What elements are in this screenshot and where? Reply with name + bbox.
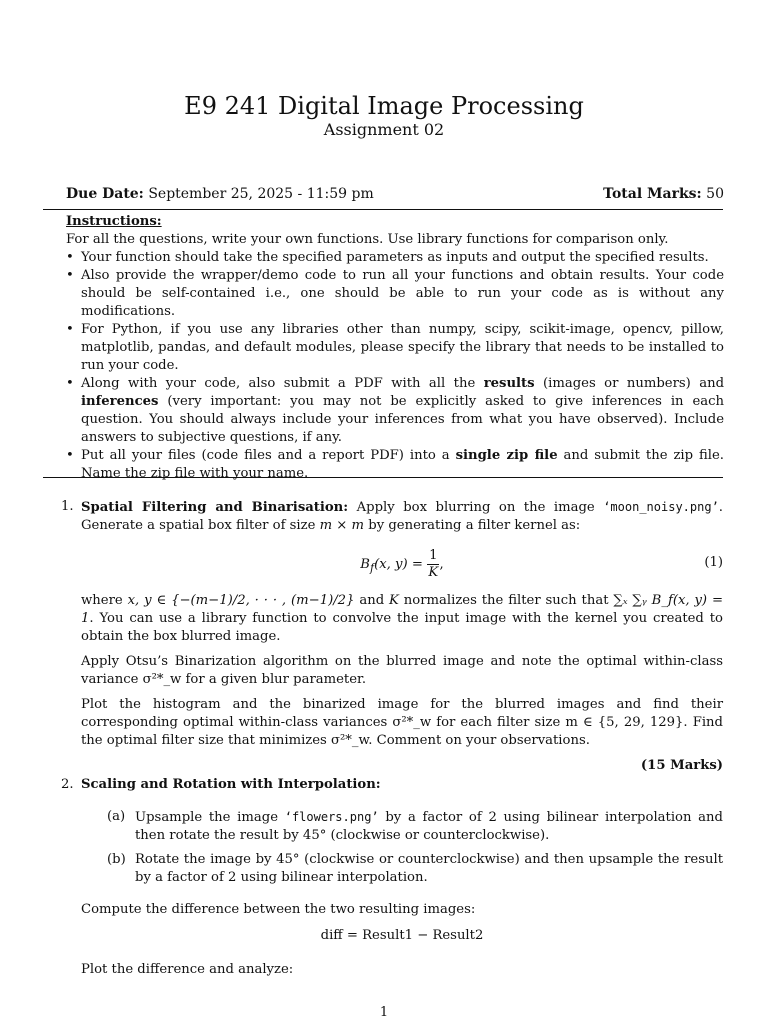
compute-text: Compute the difference between the two resulting images: xyxy=(81,902,476,917)
diff-equation: diff = Result1 − Result2 xyxy=(320,928,484,943)
filename: ‘moon_noisy.png’ xyxy=(603,500,719,514)
total-marks-label: Total Marks: xyxy=(603,186,702,202)
instruction-item: • Put all your files (code files and a report PDF) into a single zip file and submit the zip file. Name the zip file with your name. xyxy=(66,447,724,483)
question-number: 2. xyxy=(61,777,74,792)
question-1-kernel-domain: where x, y ∈ {−(m−1)/2, · · · , (m−1)/2} and K normalizes the filter such that ∑ₓ ∑ᵧ B_f(x, y) = 1. You can use a library function to convolve the input image with the kernel you created to obtain the box blurred image. xyxy=(81,593,724,644)
question-1-plot: Plot the histogram and the binarized image for the blurred images and find their corresponding optimal within-class variances σ²*_w for each filter size m ∈ {5, 29, 129}. Find the optimal filter size that minimizes σ²*_w. Comment on your observations. xyxy=(81,697,723,748)
subquestion-a: (a) Upsample the image ‘flowers.png’ by a factor of 2 using bilinear interpolation and then rotate the result by 45° (clockwise or counterclockwise). xyxy=(107,809,723,843)
question-1-intro: Spatial Filtering and Binarisation: Apply box blurring on the image ‘moon_noisy.png’. Generate a spatial box filter of size m × m by generating a filter kernel as: xyxy=(81,500,723,533)
question-number: 1. xyxy=(61,499,74,514)
total-marks xyxy=(603,185,724,203)
page-number: 1 xyxy=(379,1005,389,1020)
instructions-heading: Instructions: xyxy=(66,214,162,229)
fraction: $\frac{1}{K}$ xyxy=(428,548,439,580)
due-date-value: September 25, 2025 - 11:59 pm xyxy=(148,186,374,202)
instructions-section xyxy=(66,213,724,483)
instruction-item: • Your function should take the specified parameters as inputs and output the specified results. xyxy=(66,249,724,267)
document-subtitle: Assignment 02 xyxy=(323,120,445,139)
equation-number: (1) xyxy=(704,555,723,570)
question-heading: Scaling and Rotation with Interpolation: xyxy=(81,777,381,792)
plot-text: Plot the difference and analyze: xyxy=(81,962,294,977)
top-divider xyxy=(43,209,723,210)
equation-1: $B_f(x$, y) = $\frac{1}{K}$ , (1) xyxy=(360,548,723,580)
instruction-item: • Also provide the wrapper/demo code to run all your functions and obtain results. Your code should be self-contained i.e., one should be able to run your code as is without any modifications. xyxy=(66,267,724,321)
instruction-item: • Along with your code, also submit a PDF with all the results (images or numbers) and inferences (very important: you may not be explicitly asked to give inferences in each question. You should always include your inferences from what you have observed). Include answers to subjective questions, if any. xyxy=(66,375,724,447)
question-1-marks: (15 Marks) xyxy=(640,758,723,773)
subquestion-b: (b) Rotate the image by 45° (clockwise or counterclockwise) and then upsample the result by a factor of 2 using bilinear interpolation. xyxy=(107,852,723,885)
instructions-intro: For all the questions, write your own functions. Use library functions for comparison only. xyxy=(66,232,669,247)
document-title: E9 241 Digital Image Processing xyxy=(184,92,584,120)
question-1-otsu: Apply Otsu’s Binarization algorithm on the blurred image and note the optimal within-class variance σ²*_w for a given blur parameter. xyxy=(81,654,723,687)
instruction-item: • For Python, if you use any libraries other than numpy, scipy, scikit-image, opencv, pillow, matplotlib, pandas, and default modules, please specify the library that needs to be installed to run your code. xyxy=(66,321,724,375)
instructions-divider xyxy=(43,477,723,478)
due-date-line xyxy=(66,185,724,203)
question-2 xyxy=(61,776,723,986)
question-heading: Spatial Filtering and Binarisation: xyxy=(81,500,349,515)
total-marks-value: 50 xyxy=(706,186,724,202)
instructions-list xyxy=(66,249,724,483)
filename: ‘flowers.png’ xyxy=(284,810,379,824)
question-1 xyxy=(61,498,723,775)
due-date-label: Due Date: xyxy=(66,186,144,202)
